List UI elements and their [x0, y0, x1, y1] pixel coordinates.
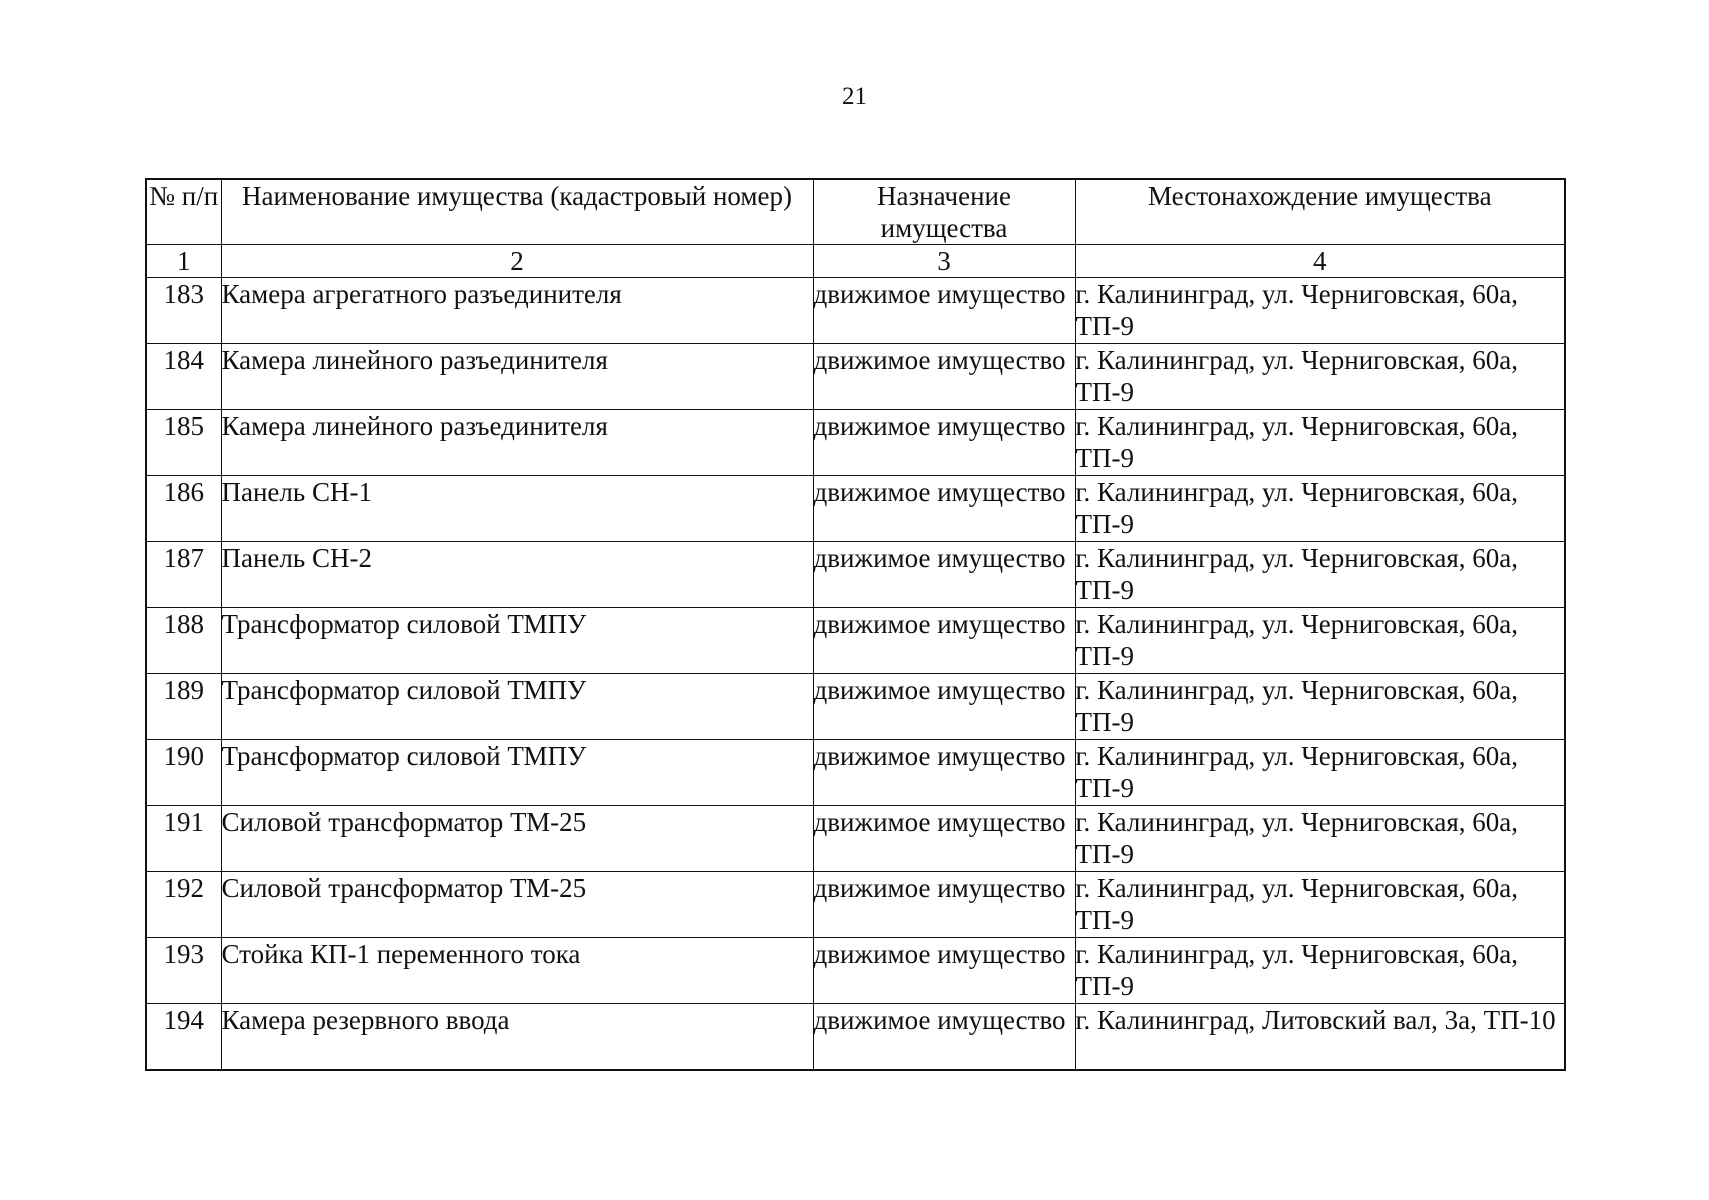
row-number: 190	[146, 740, 221, 806]
row-number: 193	[146, 938, 221, 1004]
property-location: г. Калининград, ул. Черниговская, 60а, ТП-9	[1075, 542, 1565, 608]
property-location: г. Калининград, ул. Черниговская, 60а, ТП-9	[1075, 344, 1565, 410]
property-purpose: движимое имущество	[813, 608, 1075, 674]
property-location: г. Калининград, ул. Черниговская, 60а, ТП-9	[1075, 278, 1565, 344]
property-name: Панель СН-1	[221, 476, 813, 542]
table-row	[146, 938, 1565, 1004]
property-location: г. Калининград, ул. Черниговская, 60а, ТП-9	[1075, 476, 1565, 542]
row-number: 189	[146, 674, 221, 740]
property-location: г. Калининград, ул. Черниговская, 60а, ТП-9	[1075, 410, 1565, 476]
property-location: г. Калининград, ул. Черниговская, 60а, ТП-9	[1075, 938, 1565, 1004]
property-name: Силовой трансформатор ТМ-25	[221, 806, 813, 872]
property-purpose: движимое имущество	[813, 476, 1075, 542]
property-name: Камера линейного разъединителя	[221, 344, 813, 410]
property-table	[145, 178, 1566, 1071]
property-name: Трансформатор силовой ТМПУ	[221, 608, 813, 674]
column-number: 3	[813, 245, 1075, 278]
table-row	[146, 806, 1565, 872]
table-row	[146, 344, 1565, 410]
table-row	[146, 542, 1565, 608]
row-number: 194	[146, 1004, 221, 1071]
column-number: 1	[146, 245, 221, 278]
property-name: Панель СН-2	[221, 542, 813, 608]
property-name: Силовой трансформатор ТМ-25	[221, 872, 813, 938]
page-number: 21	[842, 83, 867, 110]
table-row	[146, 410, 1565, 476]
column-number: 4	[1075, 245, 1565, 278]
property-purpose: движимое имущество	[813, 872, 1075, 938]
property-location: г. Калининград, ул. Черниговская, 60а, ТП-9	[1075, 806, 1565, 872]
property-location: г. Калининград, ул. Черниговская, 60а, ТП-9	[1075, 740, 1565, 806]
row-number: 185	[146, 410, 221, 476]
row-number: 191	[146, 806, 221, 872]
property-name: Трансформатор силовой ТМПУ	[221, 740, 813, 806]
property-purpose: движимое имущество	[813, 674, 1075, 740]
header-location: Местонахождение имущества	[1075, 179, 1565, 245]
table-row	[146, 674, 1565, 740]
property-purpose: движимое имущество	[813, 278, 1075, 344]
header-number: № п/п	[146, 179, 221, 245]
table-row	[146, 608, 1565, 674]
row-number: 186	[146, 476, 221, 542]
row-number: 192	[146, 872, 221, 938]
table-body	[146, 278, 1565, 1071]
property-name: Камера агрегатного разъединителя	[221, 278, 813, 344]
property-purpose: движимое имущество	[813, 938, 1075, 1004]
property-name: Камера резервного ввода	[221, 1004, 813, 1071]
table-row	[146, 476, 1565, 542]
property-name: Стойка КП-1 переменного тока	[221, 938, 813, 1004]
table-row	[146, 278, 1565, 344]
property-purpose: движимое имущество	[813, 542, 1075, 608]
table-row	[146, 740, 1565, 806]
property-purpose: движимое имущество	[813, 344, 1075, 410]
property-purpose: движимое имущество	[813, 1004, 1075, 1071]
property-location: г. Калининград, ул. Черниговская, 60а, ТП-9	[1075, 872, 1565, 938]
property-purpose: движимое имущество	[813, 806, 1075, 872]
table-row	[146, 1004, 1565, 1071]
row-number: 184	[146, 344, 221, 410]
header-purpose: Назначение имущества	[813, 179, 1075, 245]
property-name: Трансформатор силовой ТМПУ	[221, 674, 813, 740]
property-purpose: движимое имущество	[813, 740, 1075, 806]
row-number: 188	[146, 608, 221, 674]
row-number: 183	[146, 278, 221, 344]
column-number: 2	[221, 245, 813, 278]
property-purpose: движимое имущество	[813, 410, 1075, 476]
row-number: 187	[146, 542, 221, 608]
header-name: Наименование имущества (кадастровый номер)	[221, 179, 813, 245]
property-location: г. Калининград, ул. Черниговская, 60а, ТП-9	[1075, 608, 1565, 674]
property-location: г. Калининград, ул. Черниговская, 60а, ТП-9	[1075, 674, 1565, 740]
header-row	[146, 179, 1565, 245]
column-number-row	[146, 245, 1565, 278]
property-location: г. Калининград, Литовский вал, 3а, ТП-10	[1075, 1004, 1565, 1071]
property-name: Камера линейного разъединителя	[221, 410, 813, 476]
table-row	[146, 872, 1565, 938]
